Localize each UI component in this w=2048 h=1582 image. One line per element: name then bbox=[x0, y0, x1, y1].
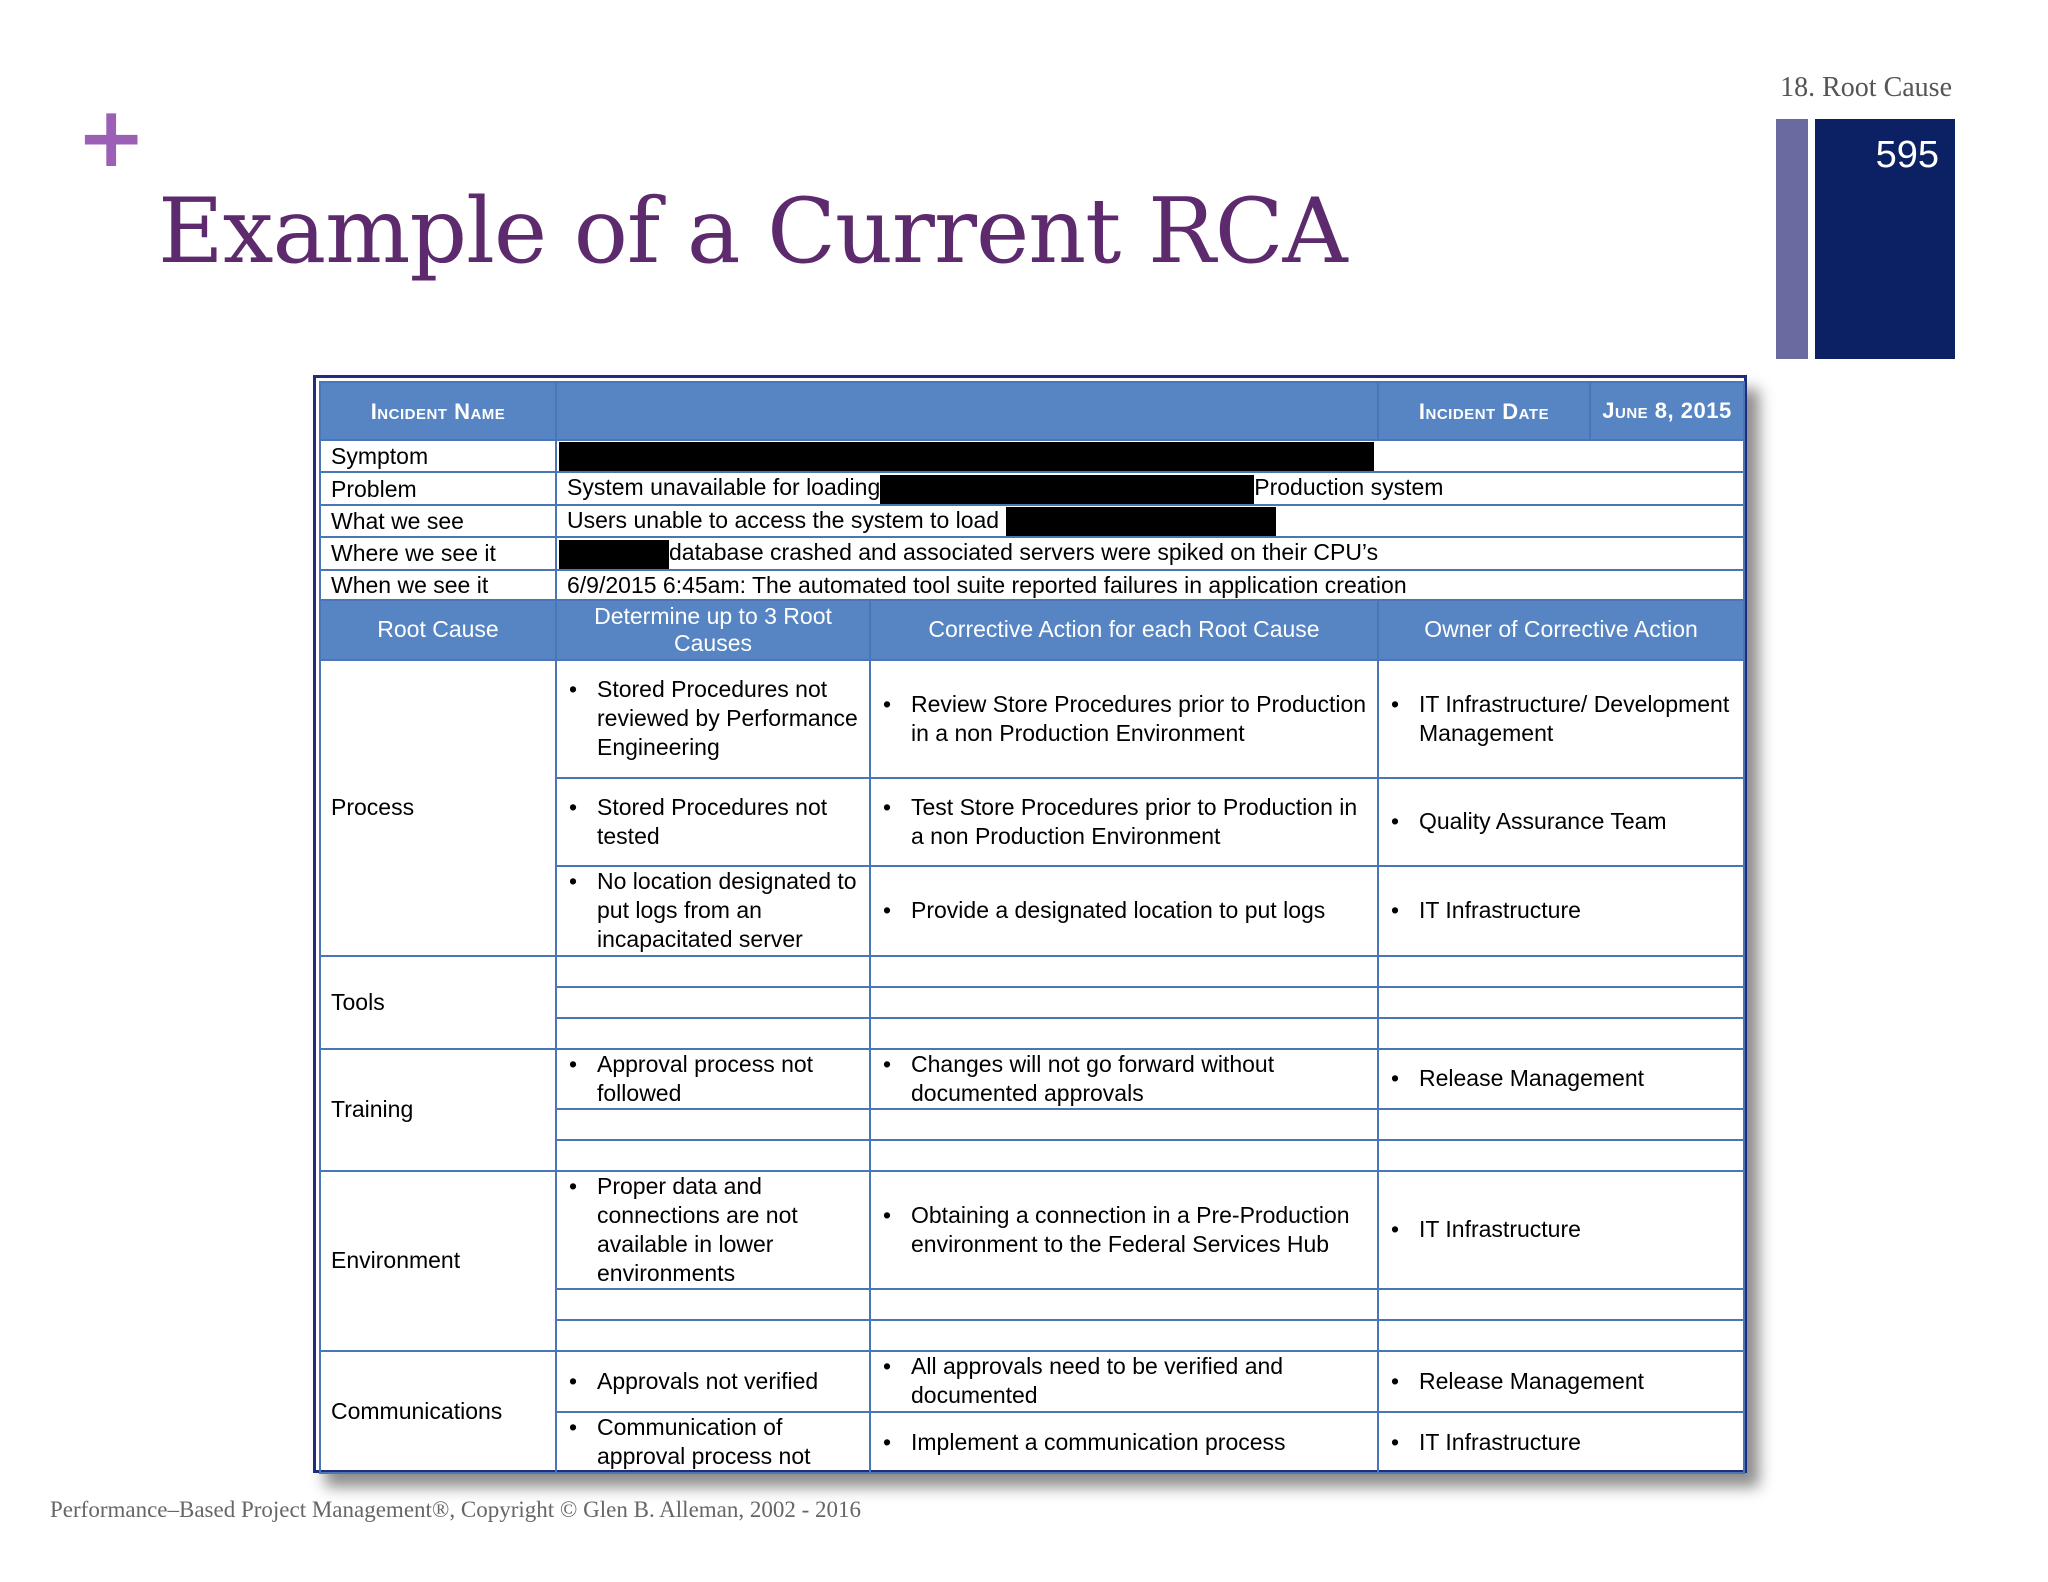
owner-cell bbox=[1378, 1049, 1744, 1109]
list-item: • Stored Procedures not reviewed by Performance Engineering bbox=[587, 675, 859, 762]
empty-cell bbox=[556, 1289, 870, 1320]
empty-cell bbox=[556, 1109, 870, 1140]
page-number: 595 bbox=[1875, 134, 1939, 176]
redaction-bar bbox=[559, 442, 1374, 471]
list-item: • Provide a designated location to put logs bbox=[901, 896, 1367, 925]
cause-cell bbox=[556, 866, 870, 956]
list-item: • Release Management bbox=[1409, 1367, 1733, 1396]
header-determine-root-causes: Determine up to 3 Root Causes bbox=[556, 600, 870, 660]
empty-cell bbox=[870, 1320, 1378, 1351]
accent-bar-light bbox=[1776, 119, 1808, 359]
list-item: • Approval process not followed bbox=[587, 1050, 859, 1108]
empty-cell bbox=[1378, 987, 1744, 1018]
incident-name-value bbox=[556, 382, 1378, 440]
empty-cell bbox=[556, 956, 870, 987]
detail-value-when: 6/9/2015 6:45am: The automated tool suite reported failures in application creation bbox=[556, 570, 1744, 600]
redaction-bar bbox=[559, 540, 669, 569]
list-item: • Communication of approval process not bbox=[587, 1413, 859, 1471]
list-item: • No location designated to put logs from an incapacitated server bbox=[587, 867, 859, 954]
empty-cell bbox=[1378, 956, 1744, 987]
list-item: • Obtaining a connection in a Pre-Production environment to the Federal Services Hub bbox=[901, 1201, 1367, 1259]
header-root-cause: Root Cause bbox=[320, 600, 556, 660]
list-item: • Changes will not go forward without documented approvals bbox=[901, 1050, 1367, 1108]
plus-decoration: + bbox=[76, 88, 147, 186]
list-item: • Review Store Procedures prior to Production in a non Production Environment bbox=[901, 690, 1367, 748]
detail-label-symptom: Symptom bbox=[320, 440, 556, 472]
list-item: • Quality Assurance Team bbox=[1409, 807, 1733, 836]
detail-label-where: Where we see it bbox=[320, 537, 556, 569]
header-owner: Owner of Corrective Action bbox=[1378, 600, 1744, 660]
list-item: • Proper data and connections are not available in lower environments bbox=[587, 1172, 859, 1288]
owner-cell bbox=[1378, 778, 1744, 866]
action-cell bbox=[870, 1351, 1378, 1412]
owner-cell bbox=[1378, 866, 1744, 956]
list-item: • All approvals need to be verified and documented bbox=[901, 1352, 1367, 1410]
cause-cell bbox=[556, 778, 870, 866]
owner-cell bbox=[1378, 1351, 1744, 1412]
empty-cell bbox=[1378, 1289, 1744, 1320]
section-label: 18. Root Cause bbox=[1780, 72, 1952, 103]
incident-date-value: June 8, 2015 bbox=[1590, 382, 1744, 440]
detail-label-when: When we see it bbox=[320, 570, 556, 600]
detail-label-what: What we see bbox=[320, 505, 556, 537]
empty-cell bbox=[1378, 1109, 1744, 1140]
owner-cell bbox=[1378, 660, 1744, 778]
list-item: • Implement a communication process bbox=[901, 1428, 1367, 1457]
incident-name-label: Incident Name bbox=[320, 382, 556, 440]
owner-cell bbox=[1378, 1171, 1744, 1289]
cause-cell bbox=[556, 1412, 870, 1473]
list-item: • Approvals not verified bbox=[587, 1367, 859, 1396]
detail-label-problem: Problem bbox=[320, 472, 556, 504]
empty-cell bbox=[870, 987, 1378, 1018]
empty-cell bbox=[556, 1140, 870, 1171]
action-cell bbox=[870, 1049, 1378, 1109]
empty-cell bbox=[870, 956, 1378, 987]
list-item: • IT Infrastructure bbox=[1409, 896, 1733, 925]
category-process: Process bbox=[320, 660, 556, 956]
list-item: • Test Store Procedures prior to Production in a non Production Environment bbox=[901, 793, 1367, 851]
category-environment: Environment bbox=[320, 1171, 556, 1351]
where-text: database crashed and associated servers were spiked on their CPU’s bbox=[669, 539, 1379, 566]
category-communications: Communications bbox=[320, 1351, 556, 1473]
redaction-bar bbox=[880, 475, 1254, 504]
rca-table-frame bbox=[313, 375, 1747, 1473]
empty-cell bbox=[556, 1018, 870, 1049]
redaction-bar bbox=[1006, 507, 1276, 536]
footer-copyright: Performance–Based Project Management®, Copyright © Glen B. Alleman, 2002 - 2016 bbox=[50, 1497, 862, 1522]
detail-value-symptom bbox=[556, 440, 1744, 472]
action-cell bbox=[870, 1171, 1378, 1289]
problem-text: System unavailable for loading bbox=[567, 474, 881, 501]
category-tools: Tools bbox=[320, 956, 556, 1049]
empty-cell bbox=[556, 1320, 870, 1351]
action-cell bbox=[870, 660, 1378, 778]
cause-cell bbox=[556, 1171, 870, 1289]
slide-title: Example of a Current RCA bbox=[158, 179, 1347, 284]
owner-cell bbox=[1378, 1412, 1744, 1473]
empty-cell bbox=[870, 1109, 1378, 1140]
cause-cell bbox=[556, 660, 870, 778]
empty-cell bbox=[1378, 1320, 1744, 1351]
list-item: • IT Infrastructure/ Development Management bbox=[1409, 690, 1733, 748]
category-training: Training bbox=[320, 1049, 556, 1171]
detail-value-what bbox=[556, 505, 1744, 537]
header-corrective-action: Corrective Action for each Root Cause bbox=[870, 600, 1378, 660]
problem-text-after: Production system bbox=[1254, 474, 1444, 501]
empty-cell bbox=[1378, 1140, 1744, 1171]
list-item: • Stored Procedures not tested bbox=[587, 793, 859, 851]
action-cell bbox=[870, 778, 1378, 866]
incident-date-label: Incident Date bbox=[1378, 382, 1590, 440]
empty-cell bbox=[870, 1289, 1378, 1320]
list-item: • Release Management bbox=[1409, 1064, 1733, 1093]
action-cell bbox=[870, 1412, 1378, 1473]
cause-cell bbox=[556, 1351, 870, 1412]
detail-value-problem bbox=[556, 472, 1744, 504]
empty-cell bbox=[1378, 1018, 1744, 1049]
action-cell bbox=[870, 866, 1378, 956]
empty-cell bbox=[870, 1140, 1378, 1171]
list-item: • IT Infrastructure bbox=[1409, 1428, 1733, 1457]
detail-value-where bbox=[556, 537, 1744, 569]
list-item: • IT Infrastructure bbox=[1409, 1215, 1733, 1244]
what-text: Users unable to access the system to load bbox=[567, 506, 1000, 533]
cause-cell bbox=[556, 1049, 870, 1109]
rca-table bbox=[319, 381, 1745, 1474]
empty-cell bbox=[556, 987, 870, 1018]
empty-cell bbox=[870, 1018, 1378, 1049]
